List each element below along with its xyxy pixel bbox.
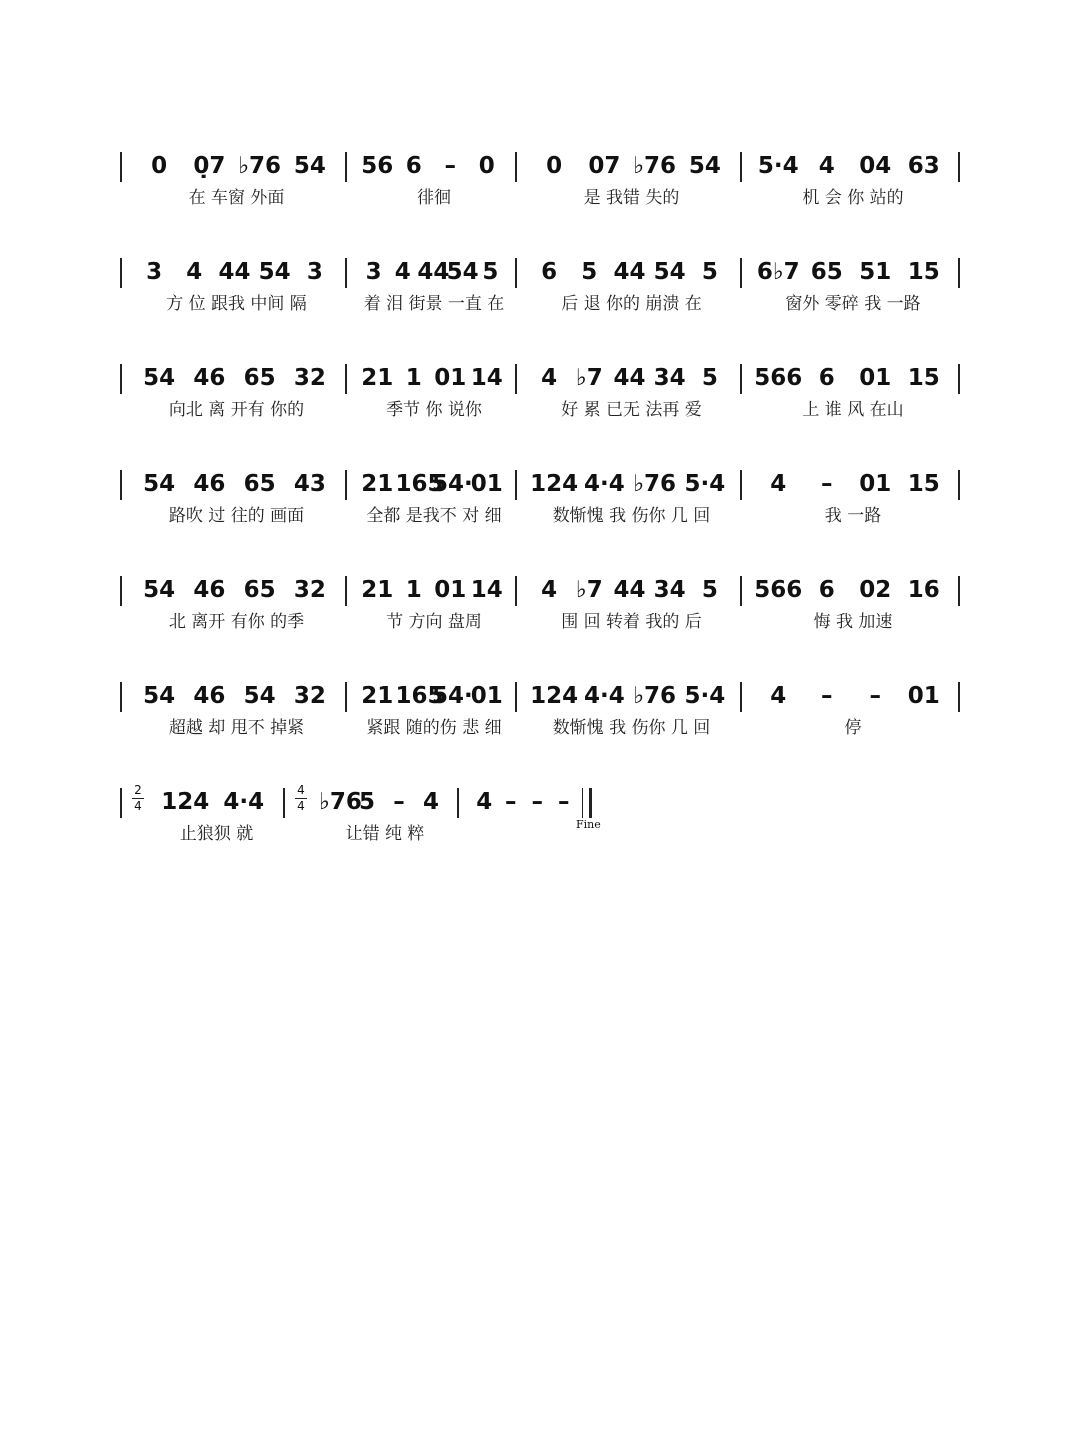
note-group: 6 [818,365,835,391]
fine-marking: Fine [576,818,601,831]
note-group: 01 [859,365,892,391]
note-group: 566 [754,577,803,603]
lyric-line: 机 会 你 站的 [802,188,904,208]
note-group: 5 [701,365,718,391]
lyric-line: 全都 是我不 对 细 [366,506,502,526]
barline [515,682,517,712]
note-group: 14 [470,365,503,391]
barline [515,470,517,500]
barline [345,258,347,288]
lyric-line: 上 谁 风 在山 [802,400,904,420]
note-group: 44 [218,259,251,285]
note-group: 21 [361,577,394,603]
final-barline [582,788,592,818]
note-group: 63 [907,153,940,179]
time-signature-top: 2 [134,783,142,797]
note-group: ♭76 [633,471,677,497]
barline [958,152,960,182]
barline [740,258,742,288]
note-group: 44 [613,259,646,285]
note-group: ♭76 [633,683,677,709]
barline [958,470,960,500]
note-group: 5 [701,259,718,285]
lyric-line: 我 一路 [824,506,882,526]
note-group: 21 [361,683,394,709]
note-group: 14 [470,577,503,603]
lyric-line: 徘徊 [417,188,451,208]
score-system [0,470,1072,570]
note-group: 46 [193,683,226,709]
lyric-line: 方 位 跟我 中间 隔 [166,294,307,314]
score-system [0,364,1072,464]
note-group: ♭76 [319,789,362,815]
note-group: 5·4 [757,153,799,179]
note-group: 5 [358,789,375,815]
note-group: 43 [293,471,326,497]
barline [345,682,347,712]
note-group: 0 [478,153,495,179]
note-group: 4·4 [584,471,625,497]
note-group: 32 [293,683,326,709]
note-group: 124 [530,471,579,497]
note-group: 54 [143,683,176,709]
lyric-line: 着 泪 街景 一直 在 [363,294,505,314]
barline [515,152,517,182]
barline [958,682,960,712]
lyric-line: 紧跟 随的伤 悲 细 [366,718,502,738]
note-group: 65 [810,259,843,285]
note-group: 54 [688,153,721,179]
time-signature-bottom: 4 [297,799,305,813]
note-group: 01 [434,577,467,603]
score-system [0,682,1072,782]
note-group: 16 [907,577,940,603]
note-group: 32 [293,365,326,391]
lyric-line: 超越 却 甩不 掉紧 [168,718,305,738]
note-group: 165 [395,683,444,709]
barline [740,152,742,182]
lyric-line: 围 回 转着 我的 后 [561,612,702,632]
note-group: 15 [907,259,940,285]
note-group: 07 [588,153,621,179]
note-group: 34 [653,365,686,391]
note-group: 1 [405,577,422,603]
note-group: – [393,789,405,815]
barline [345,152,347,182]
note-group: – [444,153,456,179]
barline [345,364,347,394]
note-group: 04 [859,153,892,179]
note-group: 5·4 [684,471,726,497]
note-group: 5 [701,577,718,603]
lyric-line: 节 方向 盘周 [386,612,482,632]
note-group: 46 [193,471,226,497]
lyric-line: 止狼狈 就 [179,824,254,844]
time-signature [295,784,307,813]
barline [515,258,517,288]
note-group: 01 [859,471,892,497]
lyric-line: 在 车窗 外面 [188,188,285,208]
note-group: ♭7 [575,365,603,391]
note-group: 0 [546,153,563,179]
note-group: 124 [161,789,210,815]
barline [515,364,517,394]
note-group: 4 [476,789,493,815]
note-group: 54· [432,683,473,709]
note-group: 44 [417,259,450,285]
note-group: 54 [258,259,291,285]
barline [958,364,960,394]
note-group: 4 [770,683,787,709]
lyric-line: 向北 离 开有 你的 [168,400,305,420]
barline [120,152,122,182]
barline [345,576,347,606]
barline [120,258,122,288]
note-group: 1 [405,365,422,391]
note-group: 5 [482,259,499,285]
lyric-line: 路吹 过 往的 画面 [168,506,305,526]
lyric-line: 是 我错 失的 [583,188,680,208]
note-group: 46 [193,577,226,603]
note-group: 3 [306,259,323,285]
note-group: 165 [395,471,444,497]
barline [457,788,459,818]
score-system [0,258,1072,358]
note-group: 54 [446,259,479,285]
note-group: 4 [818,153,835,179]
lyric-line: 数惭愧 我 伤你 几 回 [552,506,711,526]
note-group: 65 [243,577,276,603]
barline [120,576,122,606]
note-group: 54 [293,153,326,179]
barline [740,682,742,712]
note-group: 4 [541,577,558,603]
note-group: 6 [405,153,422,179]
note-group: – [869,683,881,709]
note-group: 0̣7 [193,153,226,179]
lyric-line: 窗外 零碎 我 一路 [785,294,921,314]
note-group: 54 [143,471,176,497]
note-group: – [821,471,833,497]
barline [740,470,742,500]
note-group: – [505,789,517,815]
lyric-line: 数惭愧 我 伤你 几 回 [552,718,711,738]
barline [120,788,122,818]
note-group: 4 [422,789,439,815]
note-group: 21 [361,471,394,497]
note-group: 6♭7 [756,259,800,285]
barline [120,364,122,394]
note-group: 65 [243,471,276,497]
barline [740,364,742,394]
barline [283,788,285,818]
lyric-line: 好 累 已无 法再 爱 [561,400,702,420]
note-group: 01 [470,471,503,497]
note-group: 02 [859,577,892,603]
barline [120,470,122,500]
lyric-line: 后 退 你的 崩溃 在 [561,294,702,314]
score-system [0,152,1072,252]
note-group: 54 [243,683,276,709]
time-signature-bottom: 4 [134,799,142,813]
note-group: 4·4 [584,683,625,709]
note-group: 0 [151,153,168,179]
lyric-line: 北 离开 有你 的季 [168,612,305,632]
note-group: ♭76 [238,153,282,179]
note-group: 21 [361,365,394,391]
score-system [0,576,1072,676]
note-group: 15 [907,471,940,497]
barline [958,576,960,606]
note-group: 124 [530,683,579,709]
barline [345,470,347,500]
note-group: – [558,789,570,815]
note-group: 54 [143,577,176,603]
lyric-line: 让错 纯 粹 [345,824,425,844]
note-group: 4 [394,259,411,285]
note-group: 01 [470,683,503,709]
note-group: 01 [434,365,467,391]
note-group: 3 [365,259,382,285]
lyric-line: 停 [844,718,862,738]
note-group: 32 [293,577,326,603]
note-group: 44 [613,365,646,391]
note-group: 56 [361,153,394,179]
barline [740,576,742,606]
barline [120,682,122,712]
note-group: – [821,683,833,709]
note-group: 566 [754,365,803,391]
note-group: 54· [432,471,473,497]
note-group: 44 [613,577,646,603]
note-group: 6 [818,577,835,603]
note-group: 46 [193,365,226,391]
note-group: ♭7 [575,577,603,603]
time-signature [132,784,144,813]
barline [958,258,960,288]
note-group: – [531,789,543,815]
note-group: 34 [653,577,686,603]
note-group: 5 [581,259,598,285]
note-group: 15 [907,365,940,391]
note-group: 6 [541,259,558,285]
barline [515,576,517,606]
note-group: 4 [770,471,787,497]
note-group: 4 [186,259,203,285]
lyric-line: 季节 你 说你 [386,400,482,420]
score-system [0,783,1072,888]
note-group: 4 [541,365,558,391]
time-signature-top: 4 [297,783,305,797]
note-group: 5·4 [684,683,726,709]
note-group: ♭76 [633,153,677,179]
note-group: 65 [243,365,276,391]
note-group: 54 [143,365,176,391]
note-group: 51 [859,259,892,285]
lyric-line: 悔 我 加速 [813,612,893,632]
note-group: 54 [653,259,686,285]
note-group: 3 [146,259,163,285]
note-group: 01 [907,683,940,709]
note-group: 4·4 [223,789,265,815]
